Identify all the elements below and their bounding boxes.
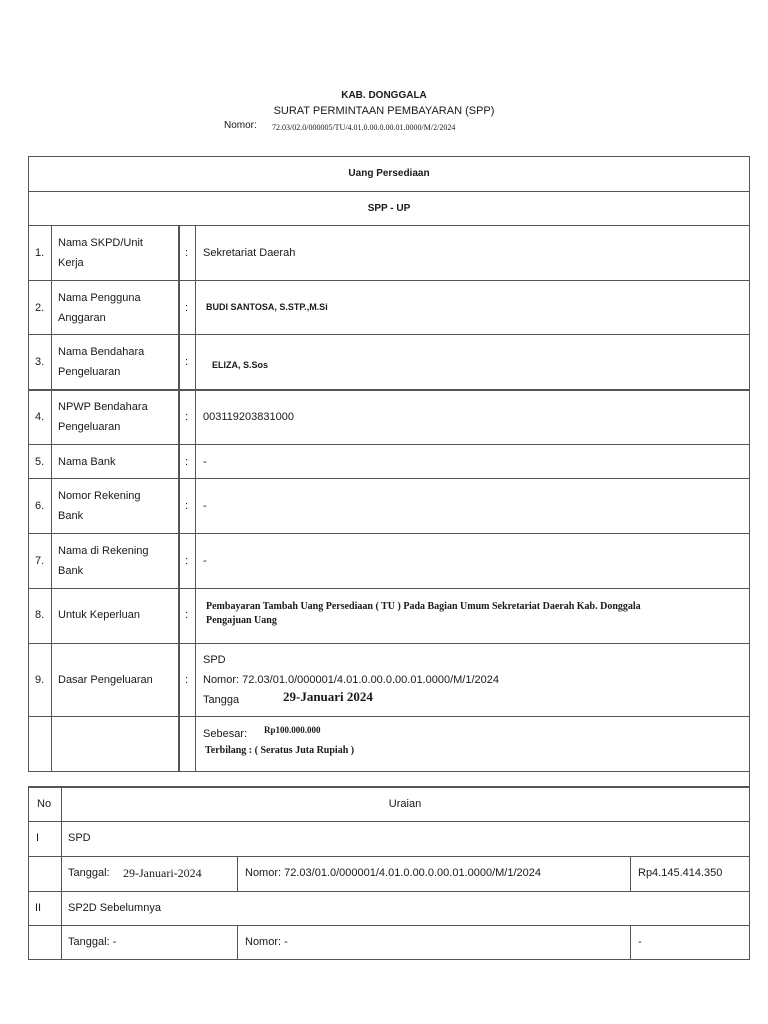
spd-tanggal-value: 29-Januari-2024 xyxy=(123,866,202,880)
row-label: Untuk Keperluan xyxy=(58,609,140,621)
sp2d-row-number: II xyxy=(35,902,42,914)
row-value: ELIZA, S.Sos xyxy=(212,360,269,370)
spd-row-number: I xyxy=(36,832,40,844)
row-label: NPWP Bendahara xyxy=(58,401,148,413)
sebesar-amount: Rp100.000.000 xyxy=(264,725,321,735)
spd-row-label: SPD xyxy=(68,832,91,844)
col-uraian-header: Uraian xyxy=(388,798,422,810)
row-number: 8. xyxy=(35,609,45,621)
row-label: Nama di Rekening xyxy=(58,545,149,557)
colon: : xyxy=(185,456,189,468)
header-region: KAB. DONGGALA xyxy=(341,90,427,101)
row-label: Nama Bank xyxy=(58,456,116,468)
row-label: Bank xyxy=(58,510,84,522)
row-value: - xyxy=(203,500,207,512)
row-number: 1. xyxy=(35,247,45,259)
spd-amount: Rp4.145.414.350 xyxy=(638,867,723,879)
tanggal-value: 29-Januari 2024 xyxy=(283,689,373,704)
colon: : xyxy=(185,500,189,512)
row-label: Bank xyxy=(58,565,84,577)
sebesar-label: Sebesar: xyxy=(203,728,248,740)
row-value: Pengajuan Uang xyxy=(206,615,277,626)
row-value: Pembayaran Tambah Uang Persediaan ( TU ) Pada Bagian Umum Sekretariat Daerah Kab. Donggala xyxy=(206,601,641,612)
row-number: 7. xyxy=(35,555,45,567)
row-label: Nama Pengguna xyxy=(58,292,141,304)
section-title: Uang Persediaan xyxy=(348,168,430,179)
row-value: 003119203831000 xyxy=(203,411,294,423)
row-number: 3. xyxy=(35,356,45,368)
row-label: Pengeluaran xyxy=(58,421,121,433)
row-number: 2. xyxy=(35,302,45,314)
col-no-header: No xyxy=(37,798,52,810)
section-subtitle: SPP - UP xyxy=(367,203,411,214)
row-label: Anggaran xyxy=(58,312,106,324)
row-number: 5. xyxy=(35,456,45,468)
row-label: Kerja xyxy=(58,257,84,269)
colon: : xyxy=(185,247,189,259)
spd-label: SPD xyxy=(203,654,226,666)
colon: : xyxy=(185,674,189,686)
colon: : xyxy=(185,356,189,368)
nomor-value: 72.03/02.0/000005/TU/4.01.0.00.0.00.01.0000/M/2/2024 xyxy=(272,123,456,132)
row-number: 4. xyxy=(35,411,45,423)
row-number: 9. xyxy=(35,674,45,686)
row-label: Dasar Pengeluaran xyxy=(58,674,153,686)
row-value: - xyxy=(203,555,207,567)
tanggal-label: Tangga xyxy=(203,694,240,706)
row-value: Sekretariat Daerah xyxy=(203,247,296,259)
colon: : xyxy=(185,302,189,314)
document-title: SURAT PERMINTAAN PEMBAYARAN (SPP) xyxy=(273,105,495,117)
row-label: Nama Bendahara xyxy=(58,346,145,358)
row-number: 6. xyxy=(35,500,45,512)
sp2d-nomor: Nomor: - xyxy=(245,936,288,948)
row-value: BUDI SANTOSA, S.STP.,M.Si xyxy=(206,302,328,312)
row-value: - xyxy=(203,456,207,468)
nomor-label: Nomor: xyxy=(224,120,257,131)
colon: : xyxy=(185,609,189,621)
spd-nomor: Nomor: 72.03/01.0/000001/4.01.0.00.0.00.01.0000/M/1/2024 xyxy=(203,674,500,686)
colon: : xyxy=(185,555,189,567)
row-label: Pengeluaran xyxy=(58,366,121,378)
spd-nomor: Nomor: 72.03/01.0/000001/4.01.0.00.0.00.01.0000/M/1/2024 xyxy=(245,867,542,879)
sp2d-amount: - xyxy=(638,936,642,948)
row-label: Nama SKPD/Unit xyxy=(58,237,143,249)
spd-tanggal-label: Tanggal: xyxy=(68,867,110,879)
sp2d-tanggal: Tanggal: - xyxy=(68,936,117,948)
colon: : xyxy=(185,411,189,423)
terbilang: Terbilang : ( Seratus Juta Rupiah ) xyxy=(205,745,355,756)
sp2d-row-label: SP2D Sebelumnya xyxy=(68,902,161,914)
row-label: Nomor Rekening xyxy=(58,490,141,502)
